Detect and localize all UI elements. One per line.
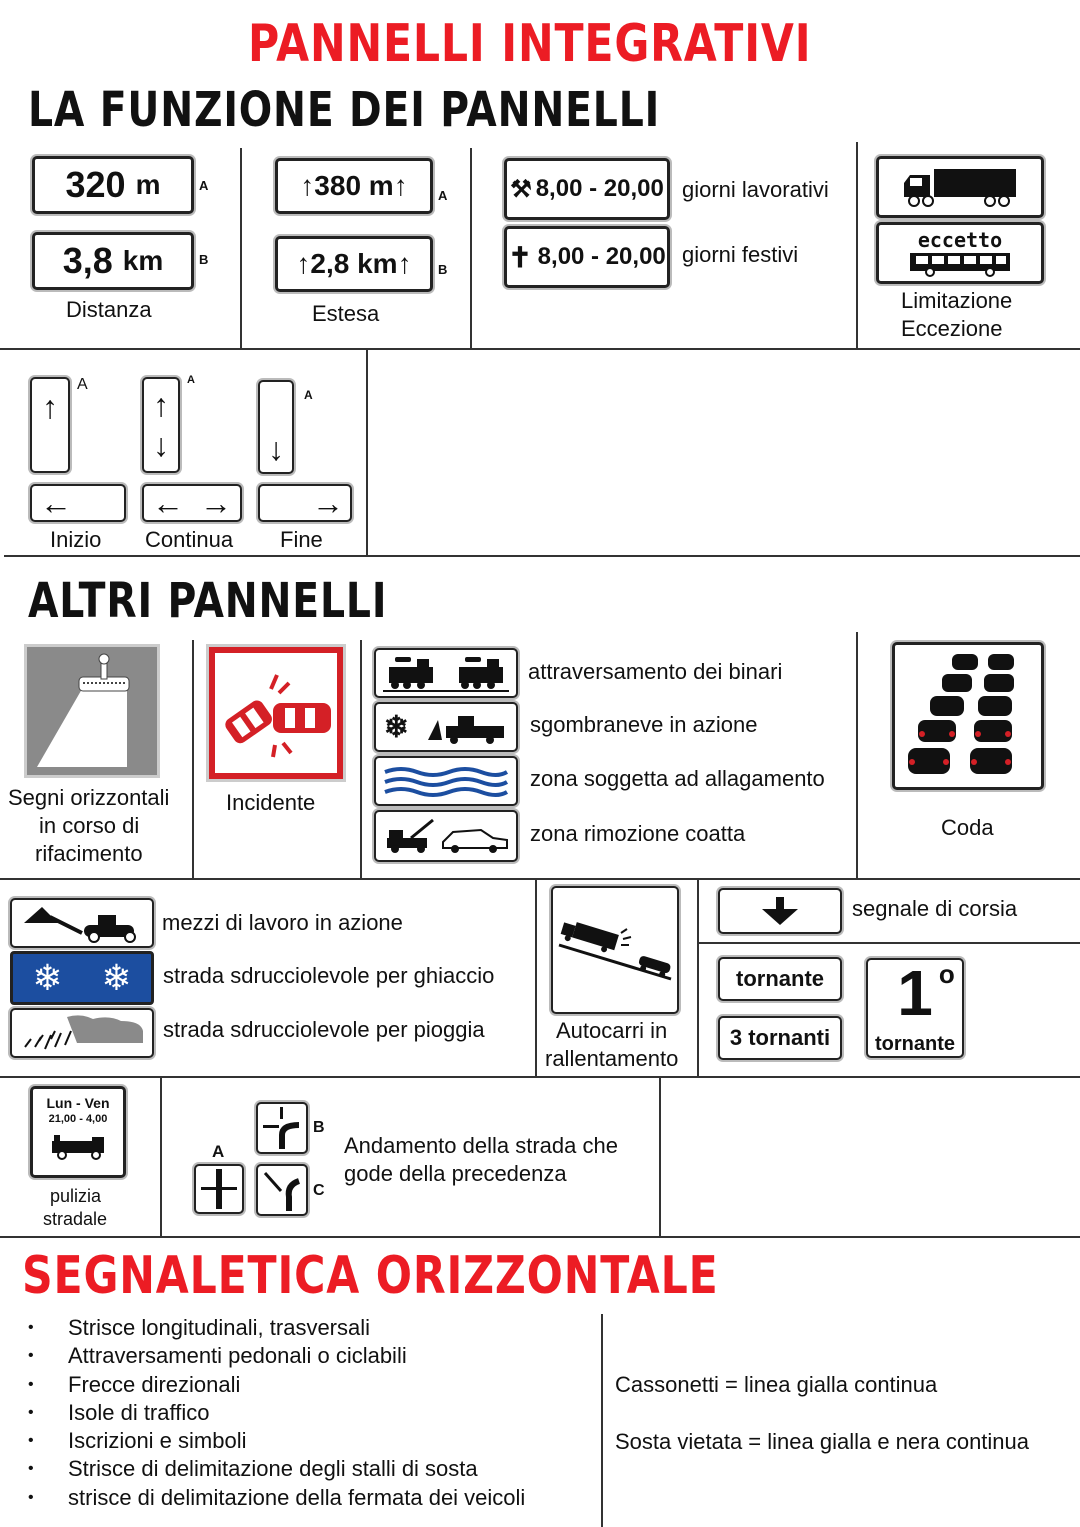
sweeper-icon xyxy=(48,1131,108,1161)
slow-trucks-sign xyxy=(551,886,679,1014)
label-autocarri-2: rallentamento xyxy=(545,1046,679,1071)
work-vehicles-sign xyxy=(10,898,154,948)
priority-curve-icon xyxy=(259,1167,305,1213)
label-autocarri-1: Autocarri in xyxy=(556,1018,668,1043)
label-distanza: Distanza xyxy=(66,297,152,322)
section-title-altri: ALTRI PANNELLI xyxy=(28,573,388,629)
divider xyxy=(0,348,1080,350)
traffic-queue-icon xyxy=(900,650,1036,782)
first-hairpin-sign xyxy=(866,958,964,1058)
arrow-down-icon: ↓ xyxy=(268,431,284,467)
bus-exception-sign xyxy=(876,222,1044,284)
label-segni-3: rifacimento xyxy=(35,841,143,866)
arrow-up-icon: ↑ xyxy=(300,170,315,201)
divider xyxy=(601,1314,603,1527)
flooding-sign xyxy=(374,756,518,806)
tow-truck-icon xyxy=(381,816,511,856)
truck-sign xyxy=(876,156,1044,218)
arrow-right-icon: → xyxy=(200,484,232,521)
road-marking-sign xyxy=(24,644,160,778)
queue-sign xyxy=(892,642,1044,790)
arrow-left-icon: ← xyxy=(40,484,72,521)
rain-sign xyxy=(10,1008,154,1058)
divider xyxy=(856,632,858,878)
truck-icon xyxy=(900,165,1020,209)
divider xyxy=(470,148,472,348)
arrow-down-icon: ↓ xyxy=(153,427,169,463)
divider xyxy=(192,640,194,878)
list1-item: sgombraneve in azione xyxy=(530,712,758,737)
curve-priority-sign-b xyxy=(256,1102,308,1154)
ice-sign xyxy=(10,951,154,1005)
arrow-up-icon: ↑ xyxy=(42,389,58,425)
label-precedenza-1: Andamento della strada che xyxy=(344,1133,618,1158)
arrow-down-icon xyxy=(758,895,802,927)
truck-slope-icon xyxy=(557,915,673,985)
list-item: • Isole di traffico xyxy=(28,1399,525,1427)
list-item: • Strisce longitudinali, trasversali xyxy=(28,1314,525,1342)
accident-sign xyxy=(206,644,346,782)
arrow-left-icon: ← xyxy=(152,484,184,521)
divider xyxy=(535,878,537,1076)
arrow-panel-left xyxy=(30,484,126,522)
arrow-right-icon: → xyxy=(312,484,344,521)
tag-a: A xyxy=(199,178,209,193)
hairpin-number: 1 xyxy=(897,956,933,1029)
section-title-segnaletica: SEGNALETICA ORIZZONTALE xyxy=(22,1246,719,1306)
list1-item: attraversamento dei binari xyxy=(528,659,783,684)
tag-a: A xyxy=(304,388,313,402)
street-cleaning-sign xyxy=(30,1086,126,1178)
arrow-panel-updown xyxy=(142,377,180,473)
divider xyxy=(4,555,1080,557)
arrow-panel-right xyxy=(258,484,352,522)
divider xyxy=(697,942,1080,944)
extension-sign-a: ↑ 380 m ↑ xyxy=(275,158,433,214)
tag-c: C xyxy=(313,1182,325,1199)
list-item: • strisce di delimitazione della fermata dei veicoli xyxy=(28,1484,525,1512)
divider xyxy=(0,1076,1080,1078)
label-pulizia-1: pulizia xyxy=(50,1186,102,1206)
car-crash-icon xyxy=(215,653,337,773)
extension-sign-b: ↑ 2,8 km ↑ xyxy=(275,236,433,292)
tag-b: B xyxy=(313,1119,325,1136)
label-segni-2: in corso di xyxy=(39,813,140,838)
list-item: • Iscrizioni e simboli xyxy=(28,1427,525,1455)
label-inizio: Inizio xyxy=(50,527,102,552)
list-item: • Frecce direzionali xyxy=(28,1371,525,1399)
arrow-up-icon: ↑ xyxy=(153,387,169,423)
eccetto-text: eccetto xyxy=(917,228,1003,252)
label-eccezione: Eccezione xyxy=(901,316,1003,341)
cleaning-days: Lun - Ven xyxy=(46,1095,110,1111)
hairpin-word: tornante xyxy=(875,1032,955,1055)
divider xyxy=(659,1076,661,1236)
tow-away-sign xyxy=(374,810,518,862)
snowplow-icon xyxy=(424,710,508,744)
main-title: PANNELLI INTEGRATIVI xyxy=(248,14,812,74)
arrow-panel-up xyxy=(30,377,70,473)
list1-item: zona rimozione coatta xyxy=(530,821,746,846)
snowplow-sign xyxy=(374,702,518,752)
list-item: • Attraversamenti pedonali o ciclabili xyxy=(28,1342,525,1370)
arrow-up-icon: ↑ xyxy=(393,170,408,201)
list2-item: mezzi di lavoro in azione xyxy=(162,910,403,935)
rain-cloud-icon xyxy=(17,1013,147,1053)
curve-priority-sign-c xyxy=(256,1164,308,1216)
list1-item: zona soggetta ad allagamento xyxy=(530,766,825,791)
divider xyxy=(240,148,242,348)
divider xyxy=(0,878,1080,880)
hammer-pick-icon: ⚒ xyxy=(510,175,532,203)
label-giorni-lavorativi: giorni lavorativi xyxy=(682,177,829,202)
arrow-up-icon: ↑ xyxy=(296,248,311,279)
cassonetti-note: Cassonetti = linea gialla continua xyxy=(615,1372,938,1397)
snowflake-icon: ❄ xyxy=(32,957,63,998)
horizontal-signs-list xyxy=(28,1314,525,1512)
paint-roller-icon xyxy=(27,647,157,775)
tag-b: B xyxy=(438,262,448,277)
snowflake-icon: ❄ xyxy=(101,957,132,998)
list2-item: strada sdrucciolevole per pioggia xyxy=(163,1017,485,1042)
bus-icon xyxy=(908,251,1012,277)
divider xyxy=(160,1076,162,1236)
section-title-funzione: LA FUNZIONE DEI PANNELLI xyxy=(28,82,661,138)
distance-sign-b: 3,8 km xyxy=(32,232,194,290)
tag-a: A xyxy=(187,374,195,386)
list2-item: strada sdrucciolevole per ghiaccio xyxy=(163,963,495,988)
hairpin-sign: tornante xyxy=(718,957,842,1001)
arrow-panel-leftright xyxy=(142,484,242,522)
divider xyxy=(0,1236,1080,1238)
tag-a: A xyxy=(438,188,448,203)
label-corsia: segnale di corsia xyxy=(852,896,1018,921)
divider xyxy=(856,142,858,348)
railway-sign xyxy=(374,648,518,698)
crossroad-icon xyxy=(197,1167,241,1211)
weekday-hours-sign: ⚒ 8,00 - 20,00 xyxy=(504,158,670,220)
excavator-icon xyxy=(20,903,144,943)
train-icon xyxy=(381,653,511,693)
label-segni-1: Segni orizzontali xyxy=(8,785,170,810)
label-continua: Continua xyxy=(145,527,234,552)
sosta-note: Sosta vietata = linea gialla e nera continua xyxy=(615,1429,1030,1454)
label-coda: Coda xyxy=(941,815,994,840)
label-estesa: Estesa xyxy=(312,301,380,326)
snowflake-icon: ❄ xyxy=(383,710,409,744)
lane-sign xyxy=(718,888,842,934)
hairpin-ordinal: o xyxy=(938,958,955,989)
distance-sign-a: 320 m xyxy=(32,156,194,214)
divider xyxy=(366,348,368,556)
label-fine: Fine xyxy=(280,527,323,552)
waves-icon xyxy=(381,764,511,798)
label-limitazione: Limitazione xyxy=(901,288,1013,313)
label-giorni-festivi: giorni festivi xyxy=(682,242,799,267)
arrow-up-icon: ↑ xyxy=(397,248,412,279)
label-precedenza-2: gode della precedenza xyxy=(344,1161,567,1186)
crossroad-priority-sign xyxy=(194,1164,244,1214)
divider xyxy=(697,878,699,1076)
list-item: • Strisce di delimitazione degli stalli di sosta xyxy=(28,1455,525,1483)
priority-curve-icon xyxy=(259,1105,305,1151)
tag-b: B xyxy=(199,252,209,267)
holiday-hours-sign: ✝ 8,00 - 20,00 xyxy=(504,226,670,288)
cross-icon: ✝ xyxy=(508,241,532,273)
label-incidente: Incidente xyxy=(226,790,316,815)
divider xyxy=(360,640,362,878)
three-hairpins-sign: 3 tornanti xyxy=(718,1016,842,1060)
arrow-panel-down xyxy=(258,380,294,474)
tag-a: A xyxy=(77,376,88,393)
tag-a: A xyxy=(212,1142,225,1161)
cleaning-hours: 21,00 - 4,00 xyxy=(48,1113,108,1125)
label-pulizia-2: stradale xyxy=(43,1209,108,1229)
